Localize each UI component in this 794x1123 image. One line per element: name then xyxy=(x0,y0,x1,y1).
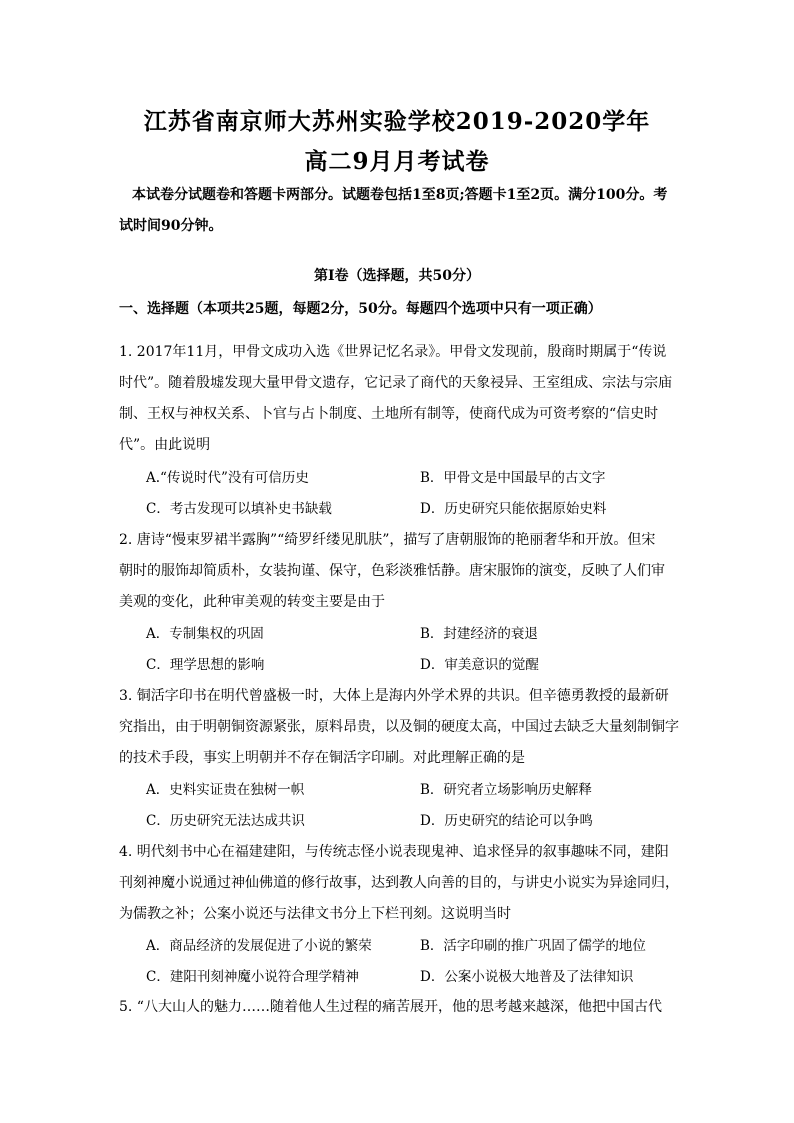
question-4-option-a: A．商品经济的发展促进了小说的繁荣 xyxy=(146,938,372,954)
question-1-line-1: 1. 2017年11月，甲骨文成功入选《世界记忆名录》。甲骨文发现前，殷商时期属于“传说 xyxy=(119,344,667,360)
exam-title-line1: 江苏省南京师大苏州实验学校2019-2020学年 xyxy=(143,108,651,135)
question-1-line-3: 制、王权与神权关系、卜官与占卜制度、土地所有制等，使商代成为可资考察的“信史时 xyxy=(119,406,659,422)
question-2-option-c: C．理学思想的影响 xyxy=(146,657,265,673)
part-title: 一、选择题（本项共25题，每题2分，50分。每题四个选项中只有一项正确） xyxy=(119,301,602,317)
question-2-option-d: D．审美意识的觉醒 xyxy=(420,657,539,673)
intro-line-2: 试时间90分钟。 xyxy=(119,218,223,234)
question-2-option-a: A．专制集权的巩固 xyxy=(146,626,264,642)
question-1-line-2: 时代”。随着殷墟发现大量甲骨文遗存，它记录了商代的天象祲异、王室组成、宗法与宗庙 xyxy=(119,375,673,391)
exam-intro xyxy=(119,180,679,242)
exam-title-line2: 高二9月月考试卷 xyxy=(304,148,490,175)
question-1-option-b: B．甲骨文是中国最早的古文字 xyxy=(420,470,606,486)
question-3-option-a: A．史料实证贵在独树一帜 xyxy=(146,782,305,798)
question-2-line-1: 2. 唐诗“慢束罗裙半露胸”“绮罗纤缕见肌肤”，描写了唐朝服饰的艳丽奢华和开放。但宋 xyxy=(119,532,656,548)
section-title: 第Ⅰ卷（选择题，共50分） xyxy=(313,268,481,284)
question-5-line-1: 5. “八大山人的魅力……随着他人生过程的痛苦展开，他的思考越来越深，他把中国古代 xyxy=(119,999,662,1015)
question-1-option-d: D．历史研究只能依据原始史料 xyxy=(420,501,607,517)
question-4-option-d: D．公案小说极大地普及了法律知识 xyxy=(420,969,634,985)
question-4-line-3: 为儒教之补；公案小说还与法律文书分上下栏刊刻。这说明当时 xyxy=(119,906,511,922)
question-1-line-4: 代”。由此说明 xyxy=(119,437,211,453)
question-4-line-2: 刊刻神魔小说通过神仙佛道的修行故事，达到教人向善的目的，与讲史小说实为异途同归， xyxy=(119,875,679,891)
question-2-line-3: 美观的变化，此种审美观的转变主要是由于 xyxy=(119,594,385,610)
question-3-option-b: B．研究者立场影响历史解释 xyxy=(420,782,592,798)
question-3-line-1: 3. 铜活字印书在明代曾盛极一时，大体上是海内外学术界的共识。但辛德勇教授的最新研 xyxy=(119,688,669,704)
question-3-line-3: 的技术手段，事实上明朝并不存在铜活字印刷。对此理解正确的是 xyxy=(119,750,525,766)
question-4-option-c: C．建阳刊刻神魔小说符合理学精神 xyxy=(146,969,359,985)
question-4-option-b: B．活字印刷的推广巩固了儒学的地位 xyxy=(420,938,646,954)
intro-line-1: 本试卷分试题卷和答题卡两部分。试题卷包括1至8页;答题卡1至2页。满分100分。考 xyxy=(132,187,668,203)
question-4-line-1: 4. 明代刻书中心在福建建阳，与传统志怪小说表现鬼神、追求怪异的叙事趣味不同，建阳 xyxy=(119,844,669,860)
question-1-option-a: A.“传说时代”没有可信历史 xyxy=(146,470,309,486)
question-3-line-2: 究指出，由于明朝铜资源紧张，原料昂贵，以及铜的硬度太高，中国过去缺乏大量刻制铜字 xyxy=(119,719,679,735)
question-1-option-c: C．考古发现可以填补史书缺载 xyxy=(146,501,332,517)
question-3-option-d: D．历史研究的结论可以争鸣 xyxy=(420,813,593,829)
question-2-option-b: B．封建经济的衰退 xyxy=(420,626,538,642)
question-3-option-c: C．历史研究无法达成共识 xyxy=(146,813,305,829)
question-2-line-2: 朝时的服饰却简质朴，女装拘谨、保守，色彩淡雅恬静。唐宋服饰的演变，反映了人们审 xyxy=(119,563,665,579)
